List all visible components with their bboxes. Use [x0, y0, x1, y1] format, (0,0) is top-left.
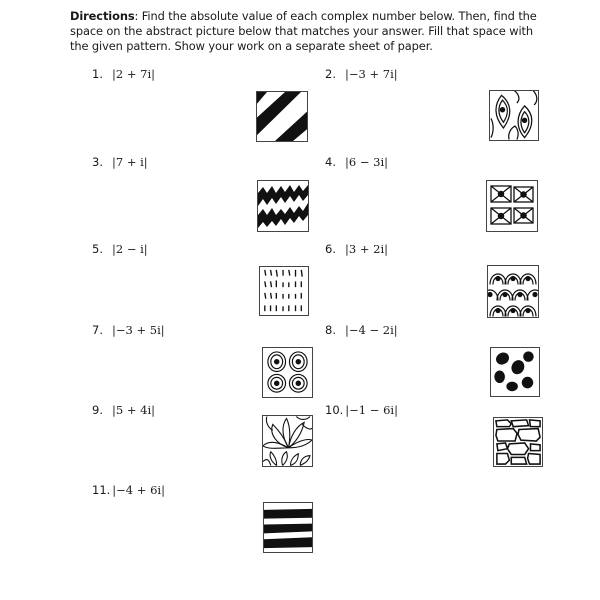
problem-expression: |7 + i| — [111, 155, 148, 169]
problem-expression: |2 + 7i| — [111, 67, 155, 81]
problem-expression: |2 − i| — [111, 242, 148, 256]
scales-dots-pattern-icon — [487, 265, 539, 318]
problem-3 — [92, 155, 148, 169]
eye-leaf-pattern-icon — [489, 90, 539, 141]
problem-6 — [325, 242, 388, 256]
problem-9 — [92, 403, 155, 417]
stone-wall-pattern-icon — [493, 417, 543, 467]
directions-text — [70, 9, 550, 54]
problem-2 — [325, 67, 398, 81]
problem-number: 1. — [92, 67, 103, 81]
problem-expression: |3 + 2i| — [344, 242, 388, 256]
problem-expression: |−1 − 6i| — [345, 403, 398, 417]
problem-1 — [92, 67, 155, 81]
problem-number: 2. — [325, 67, 336, 81]
problem-expression: |−3 + 5i| — [111, 323, 165, 337]
problem-number: 11. — [92, 483, 111, 497]
problem-11 — [92, 483, 165, 497]
problem-expression: |−4 + 6i| — [112, 483, 165, 497]
problem-expression: |6 − 3i| — [344, 155, 388, 169]
problem-7 — [92, 323, 165, 337]
problem-number: 7. — [92, 323, 103, 337]
problem-number: 10. — [325, 403, 344, 417]
problem-5 — [92, 242, 148, 256]
zigzag-bands-icon — [257, 180, 309, 232]
fan-petals-pattern-icon — [262, 415, 313, 467]
problem-number: 5. — [92, 242, 103, 256]
tick-marks-pattern-icon — [259, 266, 309, 316]
concentric-ovals-pattern-icon — [262, 347, 313, 398]
problem-expression: |5 + 4i| — [111, 403, 155, 417]
horizontal-stripes-icon — [263, 502, 313, 553]
directions-label: Directions — [70, 9, 135, 23]
directions-body: : Find the absolute value of each complex number below. Then, find the space on the abstract picture below that matches your answer. Fill that space with the given pattern. Show your work on a separate sheet of paper. — [70, 9, 537, 53]
problem-number: 8. — [325, 323, 336, 337]
problem-number: 3. — [92, 155, 103, 169]
problem-number: 9. — [92, 403, 103, 417]
black-blobs-pattern-icon — [490, 347, 540, 397]
problem-number: 4. — [325, 155, 336, 169]
problem-number: 6. — [325, 242, 336, 256]
diagonal-stripes-icon — [256, 91, 308, 142]
problem-expression: |−3 + 7i| — [344, 67, 398, 81]
problem-4 — [325, 155, 388, 169]
envelope-x-pattern-icon — [486, 180, 538, 232]
problem-10 — [325, 403, 398, 417]
problem-expression: |−4 − 2i| — [344, 323, 398, 337]
problem-8 — [325, 323, 398, 337]
